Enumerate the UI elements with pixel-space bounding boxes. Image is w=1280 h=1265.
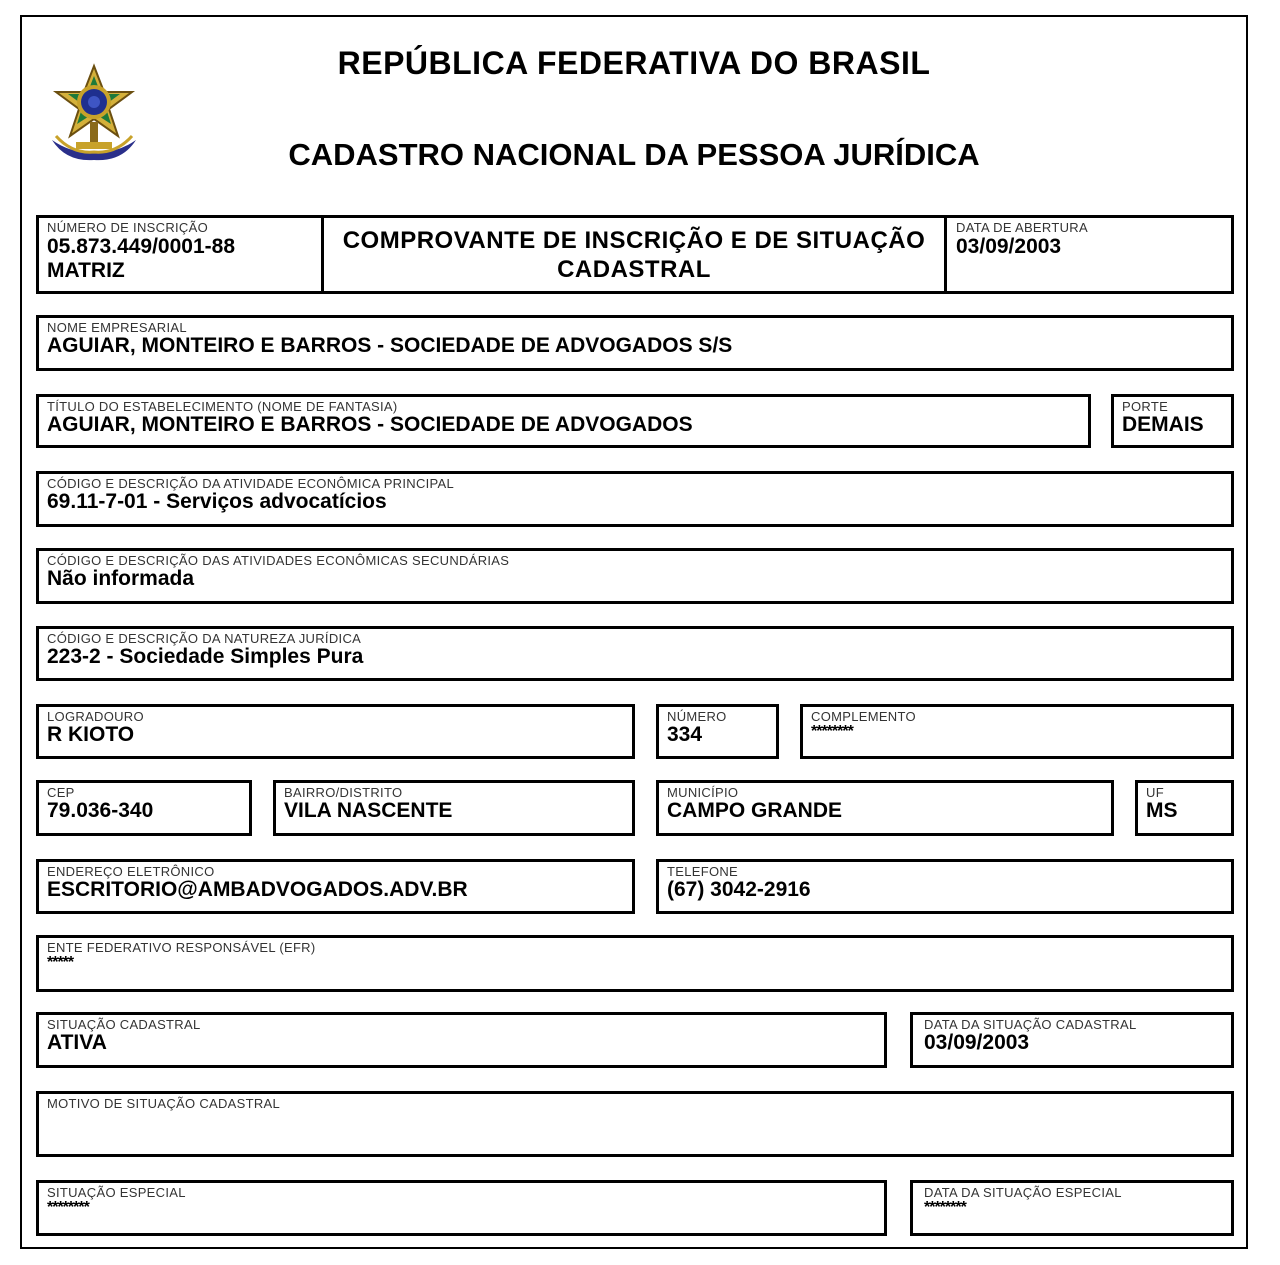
data-abertura-label: DATA DE ABERTURA xyxy=(956,220,1088,235)
email-label: ENDEREÇO ELETRÔNICO xyxy=(47,864,215,879)
data-situacao-especial-value: ******** xyxy=(924,1199,966,1216)
numero-inscricao-value: 05.873.449/0001-88 xyxy=(47,235,236,258)
situacao-especial-label: SITUAÇÃO ESPECIAL xyxy=(47,1185,186,1200)
situacao-especial-value: ******** xyxy=(47,1199,89,1216)
complemento-field xyxy=(800,704,1234,759)
municipio-value: CAMPO GRANDE xyxy=(667,799,843,822)
matriz-value: MATRIZ xyxy=(47,259,125,282)
atividade-principal-value: 69.11-7-01 - Serviços advocatícios xyxy=(47,490,387,513)
motivo-situacao-label: MOTIVO DE SITUAÇÃO CADASTRAL xyxy=(47,1096,281,1111)
natureza-juridica-label: CÓDIGO E DESCRIÇÃO DA NATUREZA JURÍDICA xyxy=(47,631,362,646)
uf-value: MS xyxy=(1146,799,1178,822)
porte-value: DEMAIS xyxy=(1122,413,1204,436)
data-abertura-field xyxy=(946,215,1234,294)
efr-value: ***** xyxy=(47,954,74,971)
logradouro-value: R KIOTO xyxy=(47,723,135,746)
efr-field xyxy=(36,935,1234,992)
numero-inscricao-label: NÚMERO DE INSCRIÇÃO xyxy=(47,220,208,235)
data-situacao-especial-label: DATA DA SITUAÇÃO ESPECIAL xyxy=(924,1185,1122,1200)
numero-field xyxy=(656,704,779,759)
nome-empresarial-label: NOME EMPRESARIAL xyxy=(47,320,187,335)
atividade-principal-field xyxy=(36,471,1234,527)
motivo-situacao-field xyxy=(36,1091,1234,1157)
atividades-secundarias-field xyxy=(36,548,1234,604)
nome-empresarial-value: AGUIAR, MONTEIRO E BARROS - SOCIEDADE DE ADVOGADOS S/S xyxy=(47,334,733,357)
efr-label: ENTE FEDERATIVO RESPONSÁVEL (EFR) xyxy=(47,940,316,955)
cep-value: 79.036-340 xyxy=(47,799,154,822)
situacao-cadastral-label: SITUAÇÃO CADASTRAL xyxy=(47,1017,201,1032)
page-subtitle: CADASTRO NACIONAL DA PESSOA JURÍDICA xyxy=(288,137,980,172)
numero-inscricao-field xyxy=(36,215,322,294)
complemento-label: COMPLEMENTO xyxy=(811,709,916,724)
municipio-field xyxy=(656,780,1114,836)
logradouro-field xyxy=(36,704,635,759)
atividade-principal-label: CÓDIGO E DESCRIÇÃO DA ATIVIDADE ECONÔMICA PRINCIPAL xyxy=(47,476,455,491)
data-situacao-especial-field xyxy=(910,1180,1234,1236)
cep-label: CEP xyxy=(47,785,75,800)
data-situacao-cadastral-field xyxy=(910,1012,1234,1068)
municipio-label: MUNICÍPIO xyxy=(667,785,739,800)
uf-label: UF xyxy=(1146,785,1164,800)
situacao-cadastral-field xyxy=(36,1012,887,1068)
bairro-label: BAIRRO/DISTRITO xyxy=(284,785,403,800)
telefone-label: TELEFONE xyxy=(667,864,739,879)
telefone-value: (67) 3042-2916 xyxy=(667,878,811,901)
numero-value: 334 xyxy=(667,723,703,746)
bairro-value: VILA NASCENTE xyxy=(284,799,453,822)
natureza-juridica-value: 223-2 - Sociedade Simples Pura xyxy=(47,645,364,668)
porte-field xyxy=(1111,394,1234,448)
situacao-cadastral-value: ATIVA xyxy=(47,1031,107,1054)
complemento-value: ******** xyxy=(811,723,853,740)
data-situacao-cadastral-value: 03/09/2003 xyxy=(924,1031,1030,1054)
nome-empresarial-field xyxy=(36,315,1234,371)
data-situacao-cadastral-label: DATA DA SITUAÇÃO CADASTRAL xyxy=(924,1017,1137,1032)
titulo-estabelecimento-value: AGUIAR, MONTEIRO E BARROS - SOCIEDADE DE ADVOGADOS xyxy=(47,413,693,436)
situacao-especial-field xyxy=(36,1180,887,1236)
atividades-secundarias-label: CÓDIGO E DESCRIÇÃO DAS ATIVIDADES ECONÔMICAS SECUNDÁRIAS xyxy=(47,553,510,568)
logradouro-label: LOGRADOURO xyxy=(47,709,144,724)
comprovante-title xyxy=(322,215,946,294)
porte-label: PORTE xyxy=(1122,399,1169,414)
bairro-field xyxy=(273,780,635,836)
titulo-estabelecimento-label: TÍTULO DO ESTABELECIMENTO (NOME DE FANTASIA) xyxy=(47,399,398,414)
comprovante-title-line2: CADASTRAL xyxy=(557,256,711,283)
email-field xyxy=(36,859,635,914)
page-title: REPÚBLICA FEDERATIVA DO BRASIL xyxy=(337,45,931,81)
numero-label: NÚMERO xyxy=(667,709,727,724)
titulo-estabelecimento-field xyxy=(36,394,1091,448)
cep-field xyxy=(36,780,252,836)
natureza-juridica-field xyxy=(36,626,1234,681)
comprovante-title-line1: COMPROVANTE DE INSCRIÇÃO E DE SITUAÇÃO xyxy=(342,227,926,254)
uf-field xyxy=(1135,780,1234,836)
data-abertura-value: 03/09/2003 xyxy=(956,235,1062,258)
email-value: ESCRITORIO@AMBADVOGADOS.ADV.BR xyxy=(47,878,468,901)
telefone-field xyxy=(656,859,1234,914)
atividades-secundarias-value: Não informada xyxy=(47,567,195,590)
